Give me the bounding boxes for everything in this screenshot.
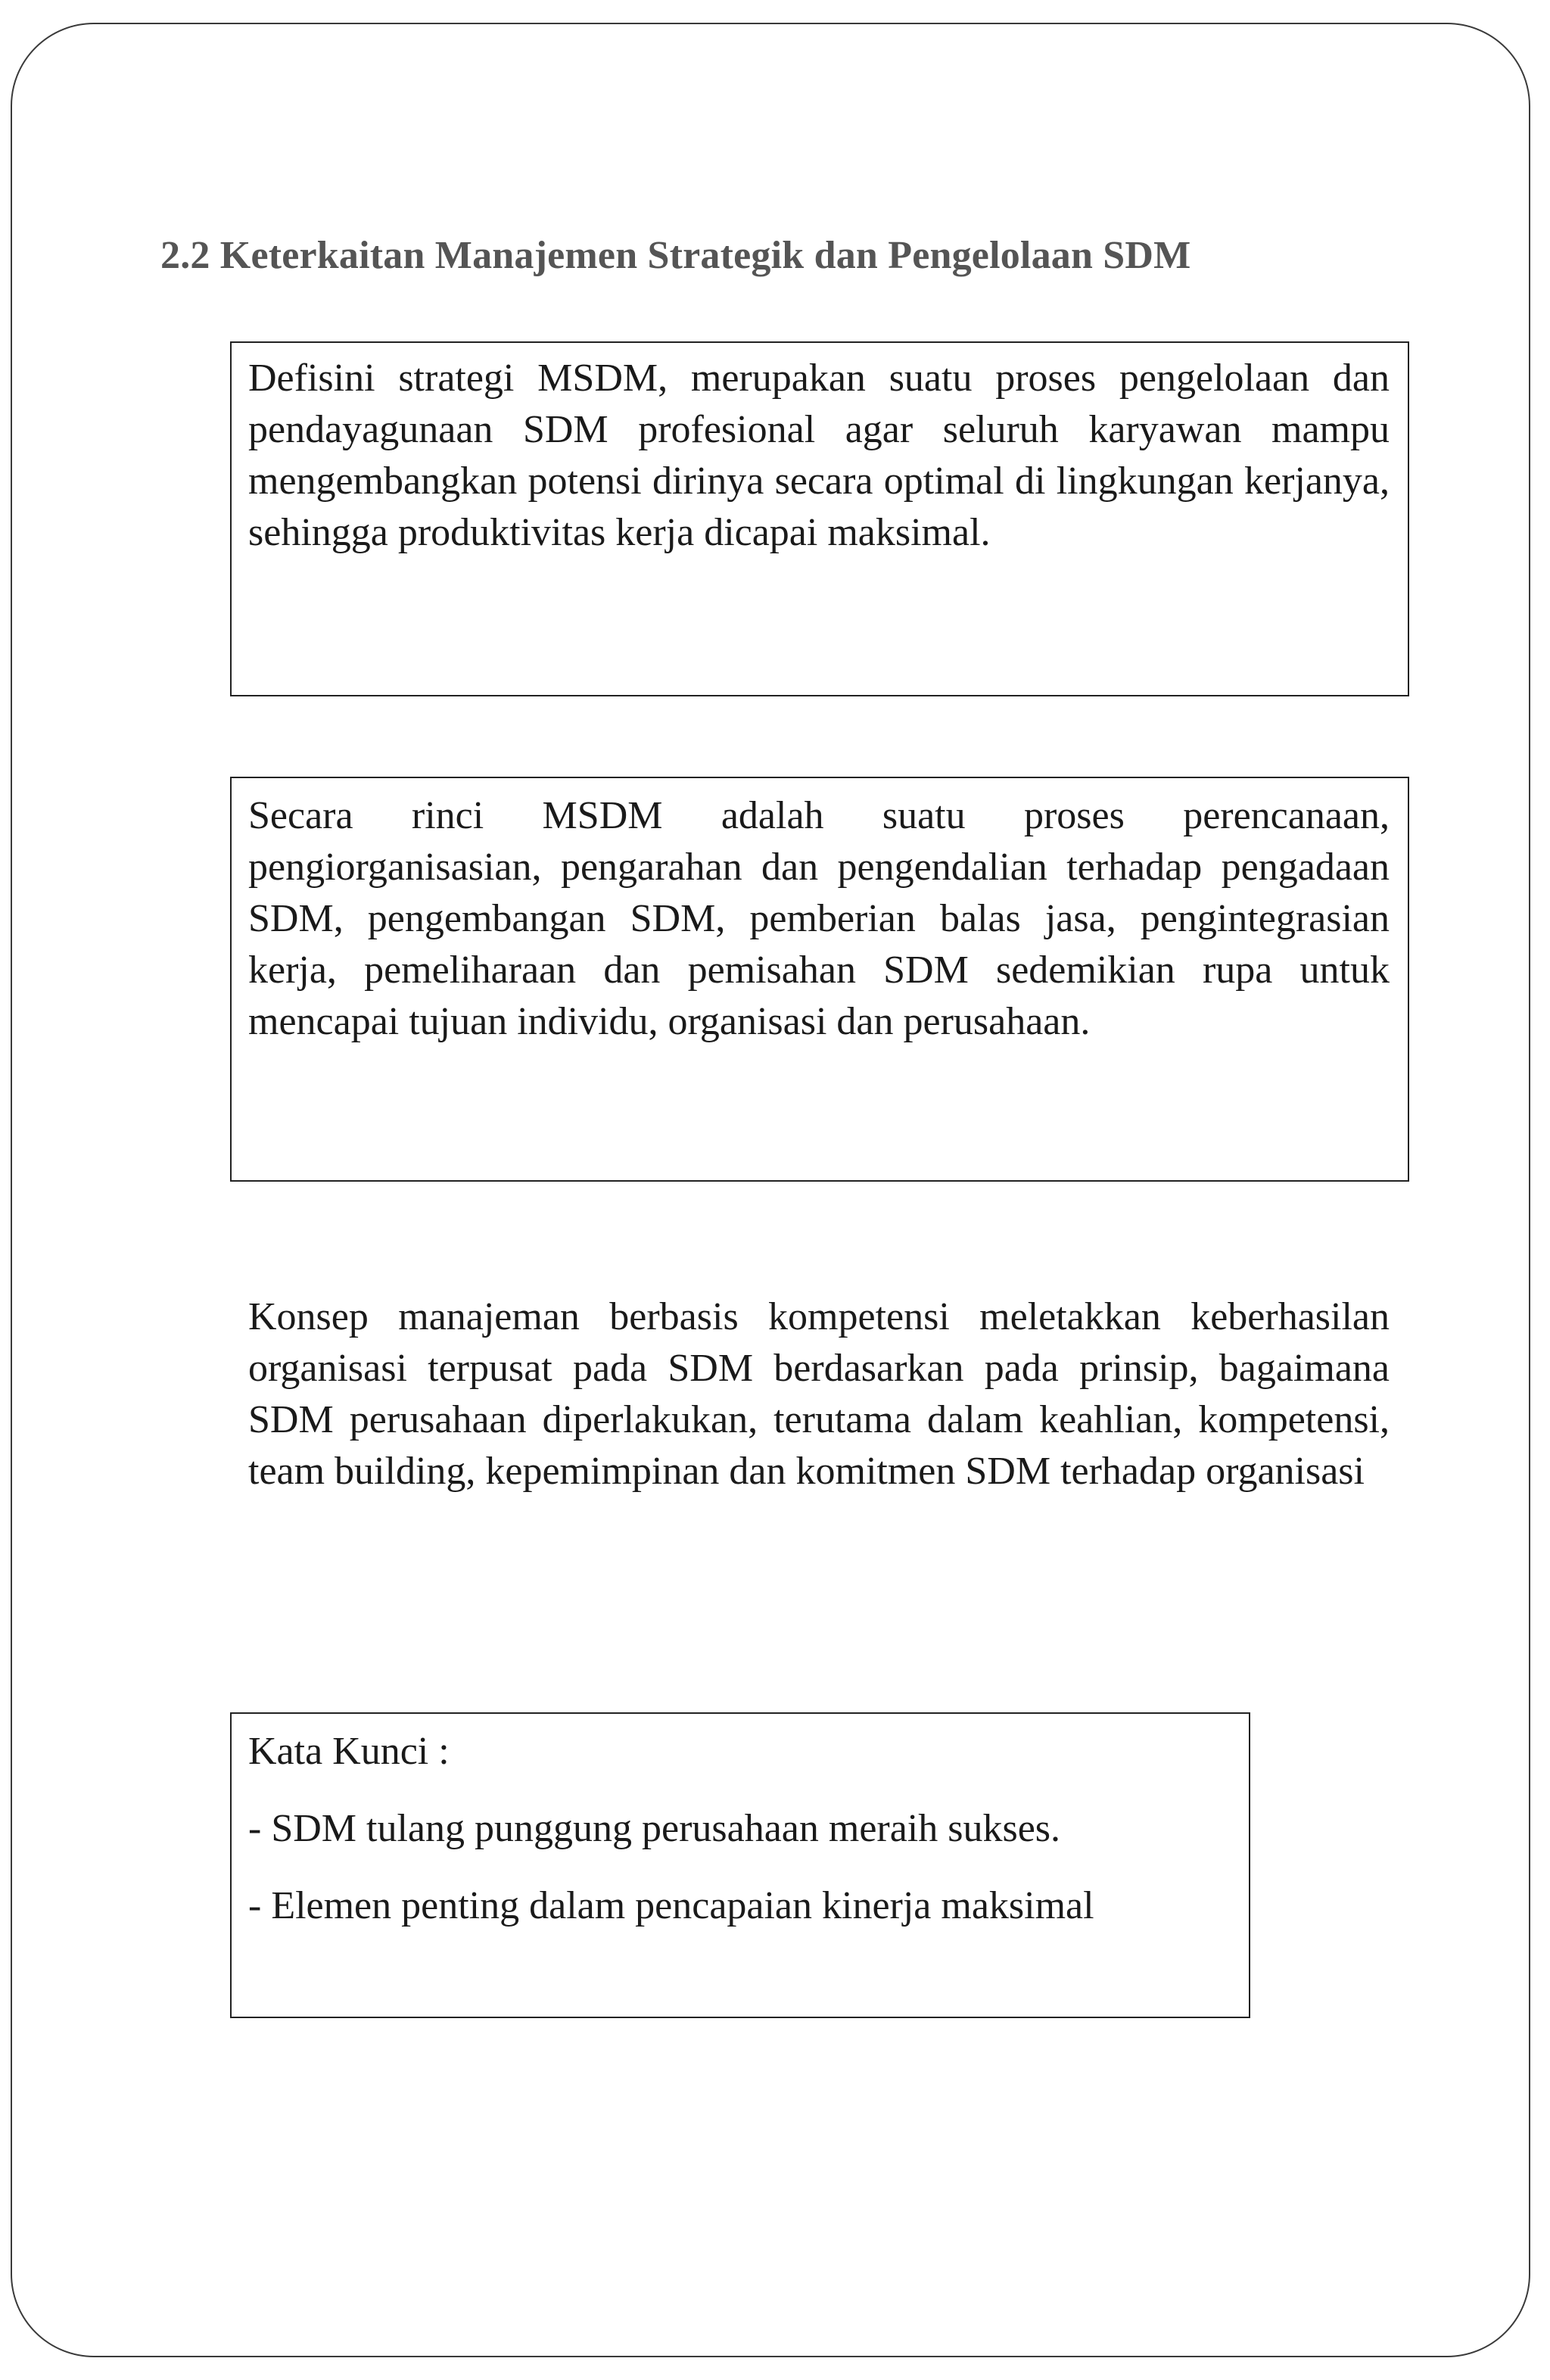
keyword-item: - Elemen penting dalam pencapaian kinerja maksimal: [248, 1884, 1094, 1927]
section-heading: 2.2 Keterkaitan Manajemen Strategik dan Pengelolaan SDM: [160, 234, 1191, 277]
definition-paragraph: Defisini strategi MSDM, merupakan suatu proses pengelolaan dan pendayagunaan SDM profesional agar seluruh karyawan mampu mengembangkan potensi dirinya secara optimal di lingkungan kerjanya, sehingga produktivitas kerja dicapai maksimal.: [248, 357, 1390, 554]
detail-paragraph: Secara rinci MSDM adalah suatu proses perencanaan, pengiorganisasian, pengarahan dan pengendalian terhadap pengadaan SDM, pengembangan SDM, pemberian balas jasa, pengintegrasian kerja, pemeliharaan dan pemisahan SDM sedemikian rupa untuk mencapai tujuan individu, organisasi dan perusahaan.: [248, 794, 1390, 1043]
concept-paragraph: Konsep manajeman berbasis kompetensi meletakkan keberhasilan organisasi terpusat pada SDM berdasarkan pada prinsip, bagaimana SDM perusahaan diperlakukan, terutama dalam keahlian, kompetensi, team building, kepemimpinan dan komitmen SDM terhadap organisasi: [248, 1295, 1390, 1493]
keyword-item: - SDM tulang punggung perusahaan meraih sukses.: [248, 1807, 1061, 1850]
keywords-title: Kata Kunci :: [248, 1730, 450, 1773]
